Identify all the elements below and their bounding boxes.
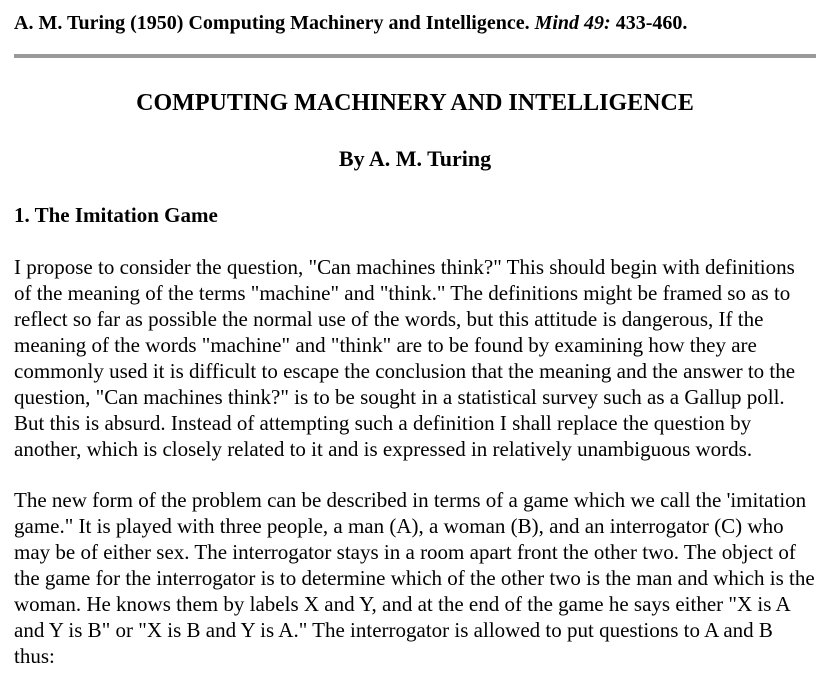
paragraph-1: I propose to consider the question, "Can machines think?" This should begin with definitions of the meaning of the terms "machine" and "think." The definitions might be framed so as to reflect so far as possible the normal use of the words, but this attitude is dangerous, If the meaning of the words "machine" and "think" are to be found by examining how they are commonly used it is difficult to escape the conclusion that the meaning and the answer to the question, "Can machines think?" is to be sought in a statistical survey such as a Gallup poll. But this is absurd. Instead of attempting such a definition I shall replace the question by another, which is closely related to it and is expressed in relatively unambiguous words. bbox=[14, 255, 796, 461]
paragraph-2: The new form of the problem can be described in terms of a game which we call the 'imitation game." It is played with three people, a man (A), a woman (B), and an interrogator (C) who may be of either sex. The interrogator stays in a room apart front the other two. The object of the game for the interrogator is to determine which of the other two is the man and which is the woman. He knows them by labels X and Y, and at the end of the game he says either "X is A and Y is B" or "X is B and Y is A." The interrogator is allowed to put questions to A and B thus: bbox=[14, 488, 815, 668]
citation-prefix: A. M. Turing (1950) Computing Machinery and Intelligence. bbox=[14, 12, 535, 34]
citation-pages: 433-460. bbox=[610, 12, 688, 34]
citation bbox=[14, 10, 816, 36]
section-heading-imitation-game: 1. The Imitation Game bbox=[14, 203, 218, 227]
horizontal-divider bbox=[14, 54, 816, 58]
paper-title: COMPUTING MACHINERY AND INTELLIGENCE bbox=[136, 90, 694, 116]
byline: By A. M. Turing bbox=[338, 146, 492, 171]
citation-journal: Mind 49: bbox=[534, 12, 611, 34]
